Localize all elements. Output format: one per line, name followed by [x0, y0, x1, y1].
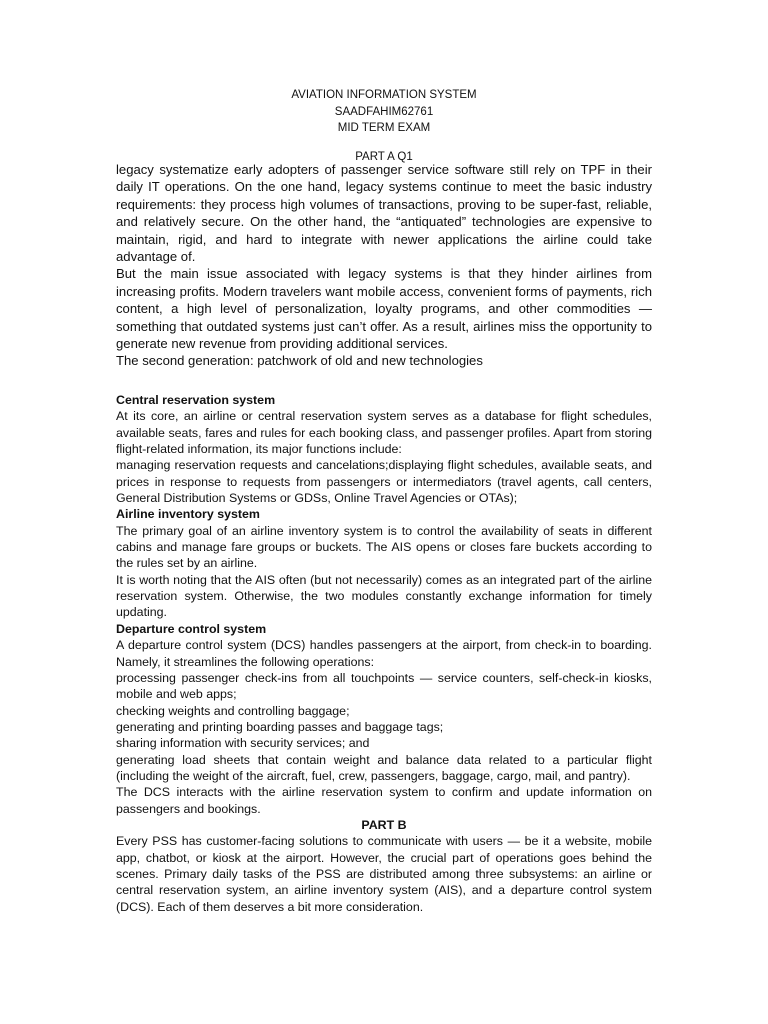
- dcs-paragraph-1: A departure control system (DCS) handles passengers at the airport, from check-in to boarding. Namely, it streamlines the following operations:: [116, 638, 652, 669]
- dcs-list-item: generating load sheets that contain weight and balance data related to a particular flight (including the weight of the aircraft, fuel, crew, passengers, baggage, cargo, mail, and pantry).: [116, 752, 652, 783]
- student-id: SAADFAHIM62761: [334, 105, 434, 118]
- crs-paragraph-2: managing reservation requests and cancelations;displaying flight schedules, available seats, and prices in response to requests from passengers or intermediators (travel agents, call centers, General Distribution Systems or GDSs, Online Travel Agencies or OTAs);: [116, 458, 652, 506]
- document-title: AVIATION INFORMATION SYSTEM: [291, 89, 477, 101]
- exam-label: MID TERM EXAM: [337, 122, 431, 134]
- dcs-list-item: generating and printing boarding passes and baggage tags;: [116, 719, 444, 734]
- intro-paragraph-2: But the main issue associated with legacy systems is that they hinder airlines from increasing profits. Modern travelers want mobile access, convenient forms of payments, rich content, a high level of personalization, loyalty programs, and other commodities — something that outdated systems just can’t offer. As a result, airlines miss the opportunity to generate new revenue from providing additional services.: [116, 266, 652, 352]
- inventory-paragraph-2: It is worth noting that the AIS often (but not necessarily) comes as an integrated part of the airline reservation system. Otherwise, the two modules constantly exchange information for timely updating.: [116, 572, 652, 620]
- crs-paragraph-1: At its core, an airline or central reservation system serves as a database for flight schedules, available seats, fares and rules for each booking class, and passenger profiles. Apart from storing flight-related information, its major functions include:: [116, 409, 652, 457]
- inventory-heading: Airline inventory system: [116, 507, 260, 522]
- inventory-paragraph-1: The primary goal of an airline inventory system is to control the availability of seats in different cabins and manage fare groups or buckets. The AIS opens or closes fare buckets according to the rules set by an airline.: [116, 523, 652, 571]
- dcs-list-item: checking weights and controlling baggage;: [116, 703, 350, 718]
- intro-section: [116, 161, 652, 370]
- dcs-paragraph-2: The DCS interacts with the airline reservation system to confirm and update information on passengers and bookings.: [116, 785, 652, 816]
- document-header: [0, 87, 768, 165]
- dcs-list-item: sharing information with security services; and: [116, 736, 370, 751]
- part-b-paragraph: Every PSS has customer-facing solutions to communicate with users — be it a website, mobile app, chatbot, or kiosk at the airport. However, the crucial part of operations goes behind the scenes. Primary daily tasks of the PSS are distributed among three subsystems: an airline or central reservation system, an airline inventory system (AIS), and a departure control system (DCS). Each of them deserves a bit more consideration.: [116, 834, 652, 914]
- intro-paragraph-3: The second generation: patchwork of old and new technologies: [116, 353, 483, 369]
- part-b-heading: PART B: [361, 817, 407, 832]
- crs-heading: Central reservation system: [116, 393, 276, 407]
- dcs-heading: Departure control system: [116, 621, 267, 636]
- dcs-list-item: processing passenger check-ins from all touchpoints — service counters, self-check-in kiosks, mobile and web apps;: [116, 670, 652, 702]
- body-section: [116, 392, 652, 915]
- part-a-label: PART A Q1: [355, 150, 413, 163]
- intro-paragraph-1: legacy systematize early adopters of passenger service software still rely on TPF in their daily IT operations. On the one hand, legacy systems continue to meet the basic industry requirements: they process high volumes of transactions, proving to be super-fast, reliable, and relatively secure. On the other hand, the “antiquated” technologies are expensive to maintain, rigid, and hard to integrate with newer applications the airline could take advantage of.: [116, 162, 652, 265]
